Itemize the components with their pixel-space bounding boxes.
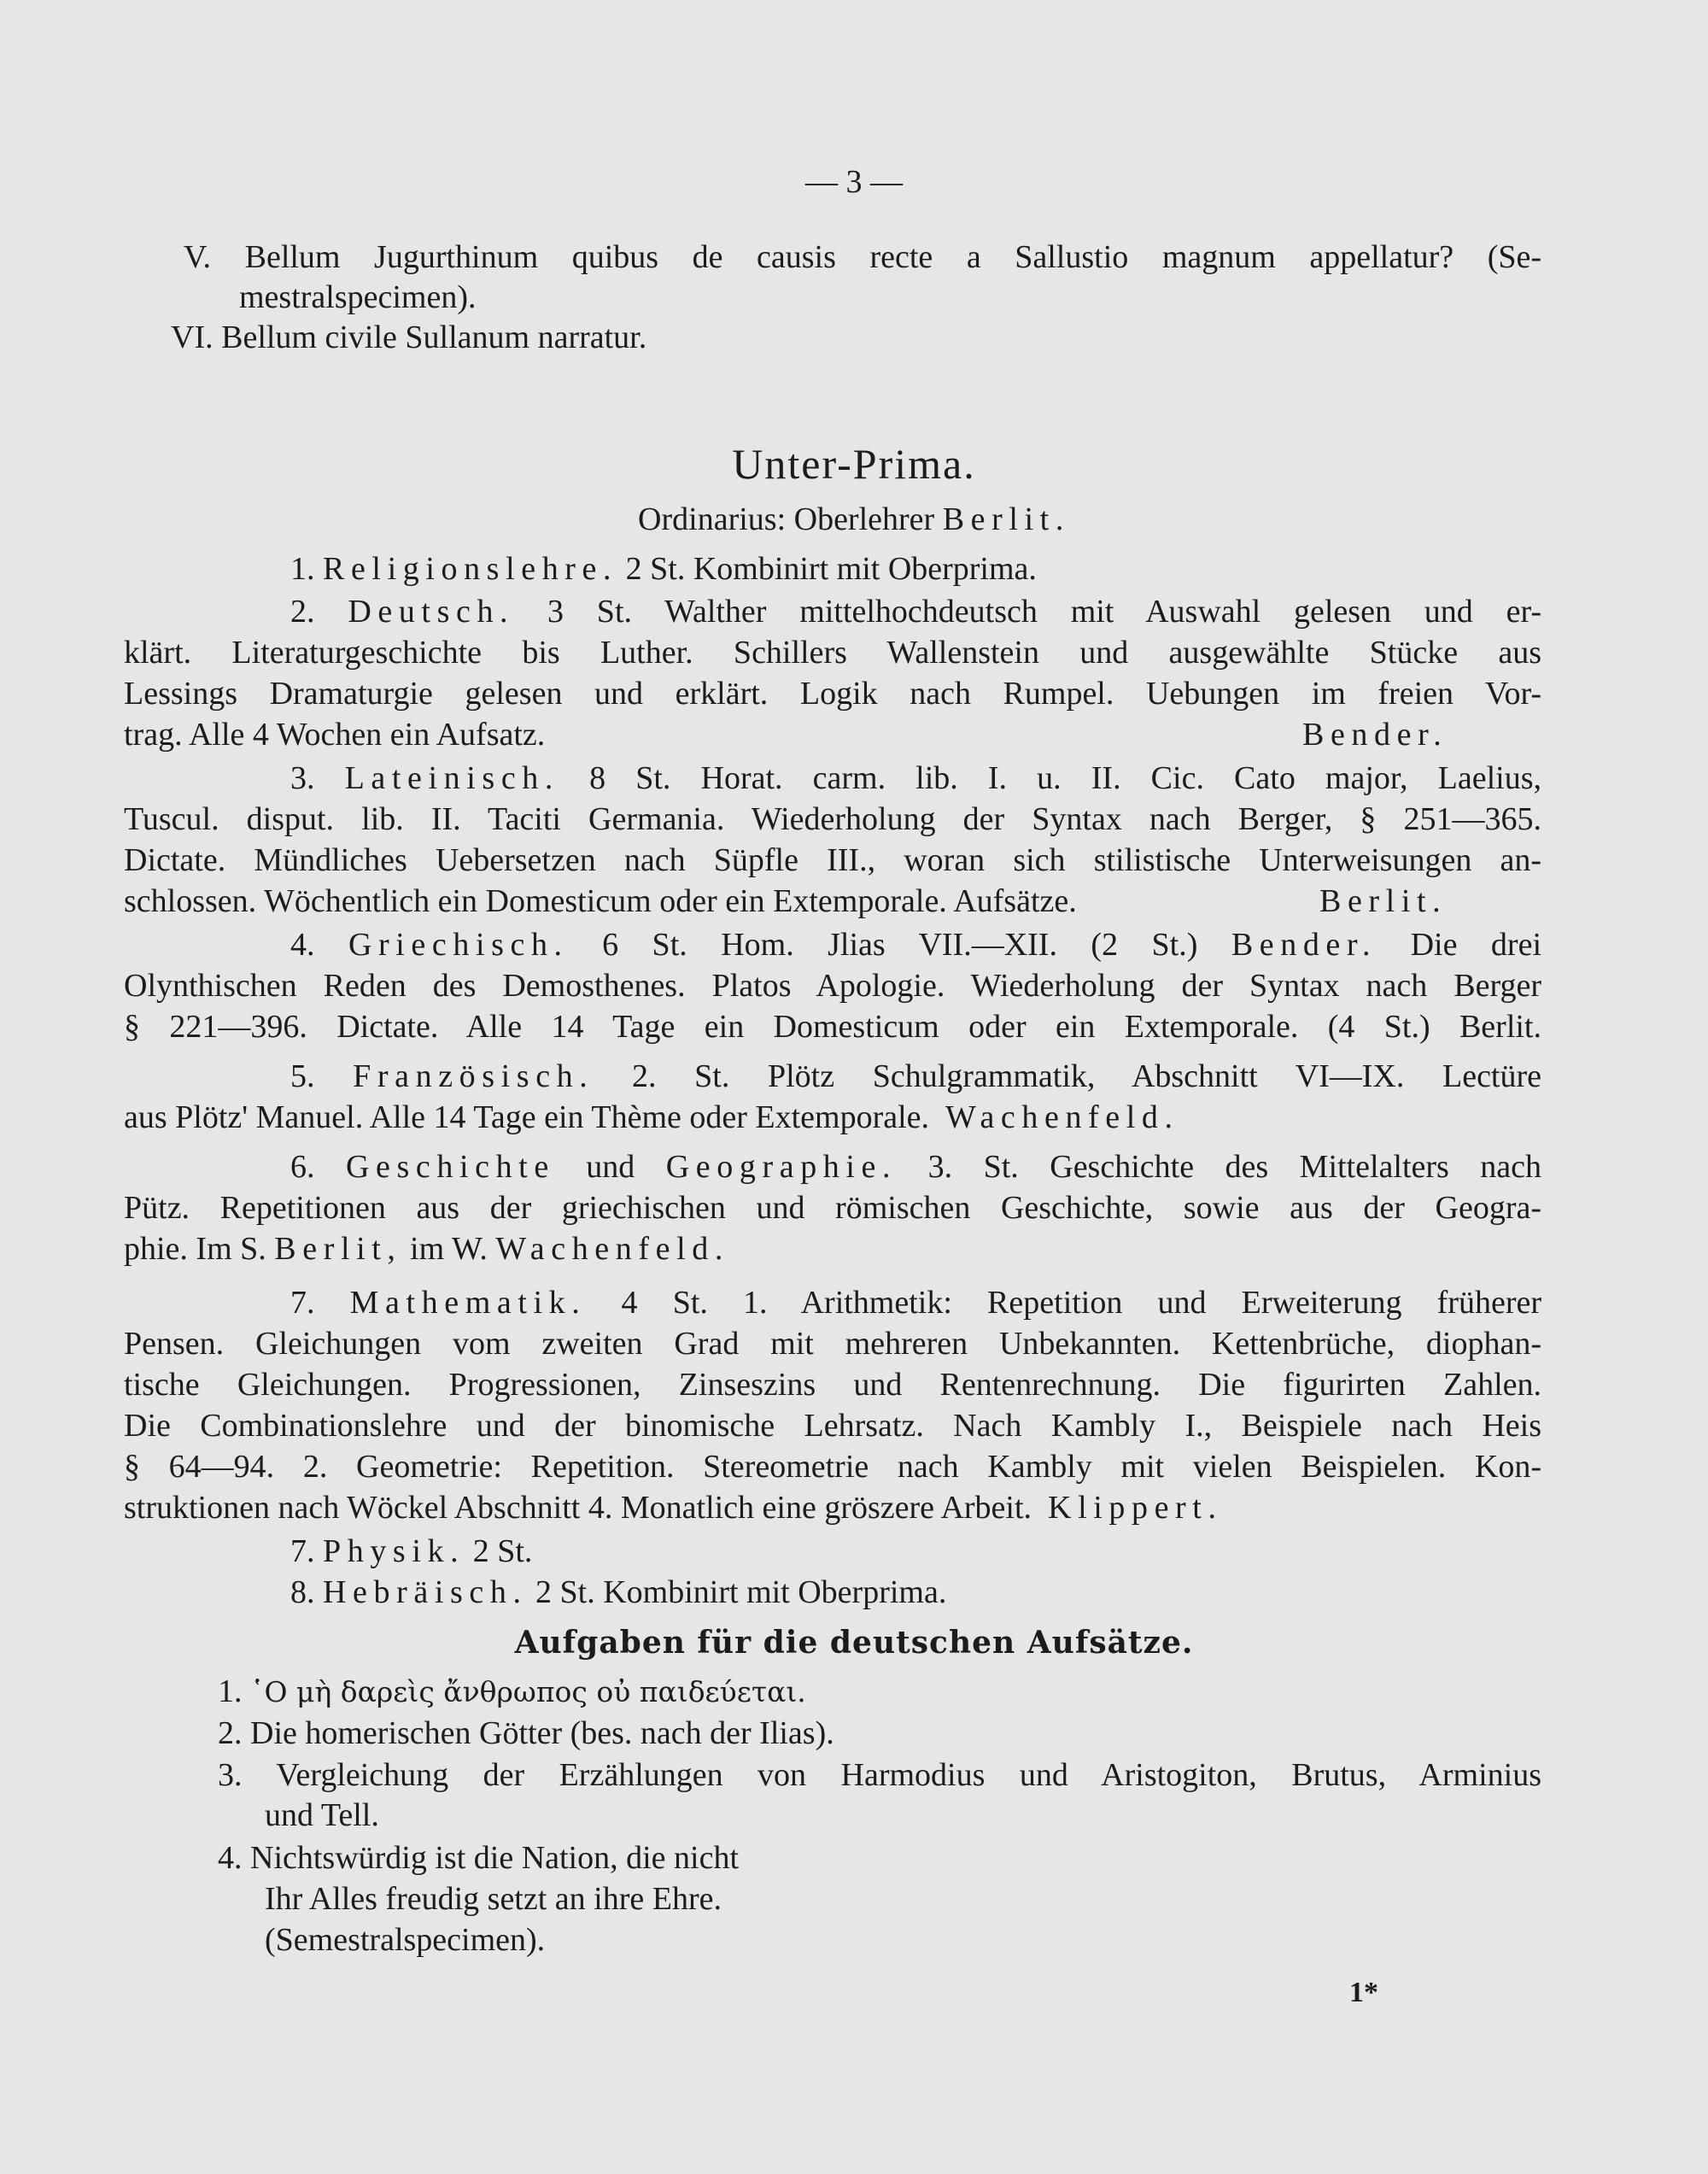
text-line [124, 1488, 1223, 1527]
topic-line [239, 278, 477, 317]
subject-number: 7. [290, 1533, 315, 1569]
text-line: § 64—94. 2. Geometrie: Repetition. Stereometrie nach Kambly mit vielen Beispielen. Kon- [124, 1449, 1541, 1485]
text-line: Olynthischen Reden des Demosthenes. Platos Apologie. Wiederholung der Syntax nach Berger [124, 968, 1541, 1004]
topic-text: Bellum Jugurthinum quibus de causis recte a Sallustio magnum appellatur? (Se- [244, 239, 1542, 275]
subject-number: 6. [290, 1149, 315, 1185]
subject-name: Hebräisch. [323, 1574, 528, 1610]
essay-number: 1. [218, 1673, 243, 1709]
text-line [124, 1098, 1179, 1137]
ordinarius-line [0, 500, 1708, 539]
subject-item [290, 1147, 1541, 1187]
essay-item [265, 1920, 545, 1960]
subject-item [290, 759, 1541, 798]
essay-number: 3. [218, 1757, 243, 1793]
essay-item [265, 1796, 379, 1835]
text-line: Tuscul. disput. lib. II. Taciti Germania. Wiederholung der Syntax nach Berger, § 251—365. [124, 801, 1541, 837]
text-content: im W. [410, 1231, 488, 1267]
subject-text: 4 St. 1. Arithmetik: Repetition und Erweiterung früherer [621, 1285, 1541, 1321]
subject-text: 8 St. Horat. carm. lib. I. u. II. Cic. Cato major, Laelius, [589, 760, 1541, 796]
topic-number: VI. [171, 319, 214, 355]
subject-item [290, 549, 1037, 589]
text-line: Dictate. Mündliches Uebersetzen nach Süpfle III., woran sich stilistische Unterweisungen an- [124, 842, 1541, 878]
subject-name: Geschichte [345, 1149, 555, 1185]
essay-text: Ihr Alles freudig setzt an ihre Ehre. [265, 1881, 722, 1917]
text-line: Lessings Dramaturgie gelesen und erklärt. Logik nach Rumpel. Uebungen im freien Vor- [124, 676, 1541, 712]
subject-item [290, 592, 1541, 631]
subject-name: Französisch. [353, 1058, 594, 1094]
essay-item [218, 1672, 806, 1712]
subject-text: 3 St. Walther mittelhochdeutsch mit Auswahl gelesen und er- [547, 594, 1542, 630]
text-line: tische Gleichungen. Progressionen, Zinseszins und Rentenrechnung. Die figurirten Zahlen. [124, 1367, 1541, 1403]
essay-number: 4. [218, 1840, 243, 1876]
essay-text: und Tell. [265, 1797, 379, 1833]
text-line: Die Combinationslehre und der binomische Lehrsatz. Nach Kambly I., Beispiele nach Heis [124, 1408, 1541, 1444]
essay-number: 2. [218, 1715, 243, 1751]
topic-line [184, 237, 1541, 277]
subject-text: 2 St. Kombinirt mit Oberprima. [535, 1574, 947, 1610]
subject-text: und [586, 1149, 635, 1185]
essay-item [218, 1838, 739, 1878]
subject-name: Griechisch. [348, 927, 569, 963]
subject-name: Geographie. [665, 1149, 898, 1185]
teacher-name: Berlit, [274, 1231, 402, 1267]
subject-text: 2 St. Kombinirt mit Oberprima. [625, 551, 1037, 587]
text-line: § 221—396. Dictate. Alle 14 Tage ein Domesticum oder ein Extemporale. (4 St.) Berlit. [124, 1009, 1541, 1045]
subject-text: Die drei [1410, 927, 1542, 963]
subject-item [290, 925, 1541, 964]
text-line: trag. Alle 4 Wochen ein Aufsatz. [124, 717, 546, 753]
essay-text: Die homerischen Götter (bes. nach der Ilias). [250, 1715, 834, 1751]
subject-number: 8. [290, 1574, 315, 1610]
subject-item [290, 1532, 532, 1571]
ordinarius-label: Ordinarius: Oberlehrer [638, 501, 935, 537]
essay-text: Vergleichung der Erzählungen von Harmodius und Aristogiton, Brutus, Arminius [276, 1757, 1541, 1793]
teacher-name: Wachenfeld. [945, 1099, 1179, 1135]
teacher-name: Klippert. [1048, 1490, 1223, 1526]
subject-name: Mathematik. [349, 1285, 587, 1321]
subject-number: 5. [290, 1058, 315, 1094]
subject-number: 7. [290, 1285, 315, 1321]
text-line: Pütz. Repetitionen aus der griechischen und römischen Geschichte, sowie aus der Geogra- [124, 1190, 1541, 1226]
essay-item [265, 1879, 722, 1919]
subject-name: Deutsch. [348, 594, 515, 630]
topic-number: V. [184, 239, 212, 275]
essay-item [218, 1714, 834, 1753]
subject-number: 3. [290, 760, 315, 796]
text-content: struktionen nach Wöckel Abschnitt 4. Monatlich eine gröszere Arbeit. [124, 1490, 1032, 1526]
essay-item [218, 1755, 1541, 1795]
essay-text: Nichtswürdig ist die Nation, die nicht [250, 1840, 740, 1876]
subject-number: 4. [290, 927, 315, 963]
subject-text: 2 St. [472, 1533, 533, 1569]
teacher-name: Berlit. [1319, 883, 1448, 919]
subject-name: Physik. [323, 1533, 465, 1569]
teacher-name: Bender. [1231, 927, 1378, 963]
text-line: Pensen. Gleichungen vom zweiten Grad mit mehreren Unbekannten. Kettenbrüche, diophan- [124, 1326, 1541, 1362]
page-number: — 3 — [805, 164, 903, 200]
essay-text: (Semestralspecimen). [265, 1922, 546, 1958]
subject-text: 3. St. Geschichte des Mittelalters nach [927, 1149, 1542, 1185]
teacher-name: Bender. [1302, 717, 1448, 753]
topic-text: Bellum civile Sullanum narratur. [221, 319, 647, 355]
topic-line [171, 318, 646, 357]
text-content: phie. Im S. [124, 1231, 266, 1267]
subject-number: 1. [290, 551, 315, 587]
subject-text: 6 St. Hom. Jlias VII.—XII. (2 St.) [602, 927, 1198, 963]
text-line: klärt. Literaturgeschichte bis Luther. Schillers Wallenstein und ausgewählte Stücke aus [124, 635, 1541, 671]
subject-number: 2. [290, 594, 315, 630]
section-title: Unter-Prima. [732, 440, 976, 488]
topic-text: mestralspecimen). [239, 279, 477, 315]
subject-item [290, 1057, 1541, 1096]
subject-text: 2. St. Plötz Schulgrammatik, Abschnitt VI—IX. Lectüre [632, 1058, 1542, 1094]
essays-title: Aufgaben für die deutschen Aufsätze. [514, 1625, 1194, 1661]
text-line [124, 1229, 729, 1269]
subject-item [290, 1283, 1541, 1322]
subject-name: Religionslehre. [323, 551, 618, 587]
signature-mark: 1* [1349, 1977, 1378, 2008]
teacher-name: Wachenfeld. [495, 1231, 729, 1267]
text-line: schlossen. Wöchentlich ein Domesticum oder ein Extemporale. Aufsätze. [124, 883, 1077, 919]
subject-name: Lateinisch. [344, 760, 559, 796]
text-content: aus Plötz' Manuel. Alle 14 Tage ein Thème oder Extemporale. [124, 1099, 930, 1135]
essay-text: ῾Ο μὴ δαρεὶς ἄνθρωπος οὐ παιδεύεται. [250, 1675, 806, 1708]
subject-item [290, 1573, 946, 1612]
ordinarius-name: Berlit. [942, 501, 1070, 537]
